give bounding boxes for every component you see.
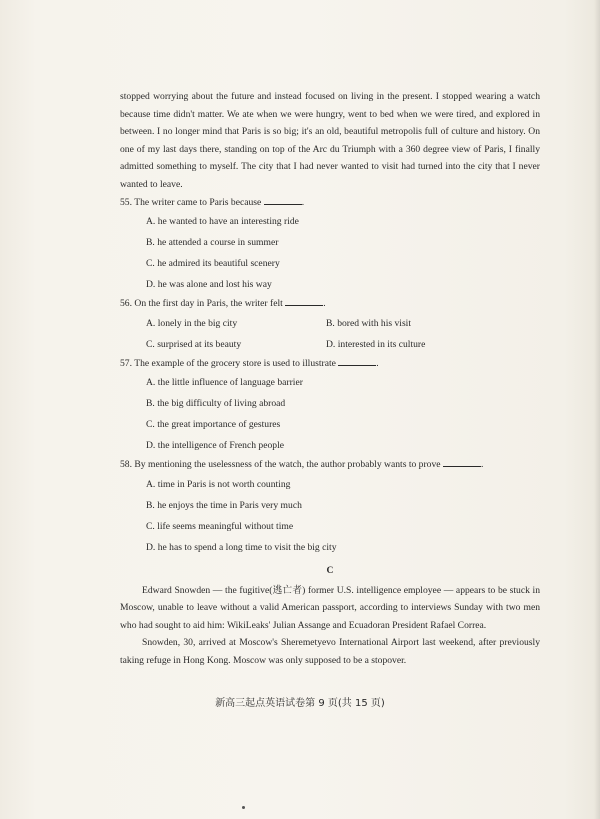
option-d: D. the intelligence of French people [146, 440, 284, 452]
question-55 [120, 194, 540, 296]
question-stem: 56. On the first day in Paris, the writer felt . [120, 298, 326, 310]
option-row [146, 313, 540, 334]
option-d: D. he was alone and lost his way [146, 279, 272, 291]
option-b: B. he attended a course in summer [146, 237, 279, 249]
option-c: C. the great importance of gestures [146, 419, 281, 431]
option-a: A. lonely in the big city [146, 317, 238, 329]
question-stem: 57. The example of the grocery store is used to illustrate . [120, 357, 379, 369]
option-b: B. the big difficulty of living abroad [146, 398, 286, 410]
question-56 [120, 295, 540, 355]
option-c: C. surprised at its beauty [146, 338, 242, 350]
option-d: D. interested in its culture [326, 338, 426, 350]
option-a: A. time in Paris is not worth counting [146, 478, 291, 490]
question-stem: 55. The writer came to Paris because . [120, 196, 305, 208]
passage-c-paragraph: Snowden, 30, arrived at Moscow's Sheremetyevo International Airport last weekend, after previously taking refuge in Hong Kong. Moscow was only supposed to be a stopover. [120, 637, 540, 666]
section-heading: C [326, 564, 334, 576]
scan-edge-shadow [594, 0, 600, 819]
passage-b-ending: stopped worrying about the future and instead focused on living in the present. I stopped wearing a watch because time didn't matter. We ate when we were hungry, went to bed when we were tired, and explored in between. I no longer mind that Paris is so big; it's an old, beautiful metropolis full of culture and history. On one of my last days there, standing on top of the Arc du Triumph with a 360 degree view of Paris, I finally admitted something to myself. The city that I had never wanted to visit had turned into the city that I never wanted to leave. [120, 91, 540, 190]
option-c: C. he admired its beautiful scenery [146, 258, 280, 270]
option-b: B. bored with his visit [326, 317, 412, 329]
answer-blank [443, 465, 481, 467]
answer-blank [338, 364, 376, 366]
question-stem: 58. By mentioning the uselessness of the watch, the author probably wants to prove . [120, 459, 484, 471]
answer-blank [264, 203, 302, 205]
question-58 [120, 456, 540, 558]
option-b: B. he enjoys the time in Paris very much [146, 499, 302, 511]
option-row [146, 334, 540, 355]
page-content [120, 88, 540, 670]
scan-speck [242, 806, 245, 809]
option-d: D. he has to spend a long time to visit the big city [146, 541, 337, 553]
page-footer: 新高三起点英语试卷第 9 页(共 15 页) [215, 698, 385, 709]
question-57 [120, 355, 540, 457]
option-a: A. he wanted to have an interesting ride [146, 216, 299, 228]
option-a: A. the little influence of language barrier [146, 377, 303, 389]
option-c: C. life seems meaningful without time [146, 520, 294, 532]
answer-blank [285, 304, 323, 306]
passage-c-paragraph: Edward Snowden — the fugitive(逃亡者) former U.S. intelligence employee — appears to be stuck in Moscow, unable to leave without a valid American passport, according to interviews Sunday with two men who had sought to aid him: WikiLeaks' Julian Assange and Ecuadoran President Rafael Correa. [120, 584, 540, 631]
